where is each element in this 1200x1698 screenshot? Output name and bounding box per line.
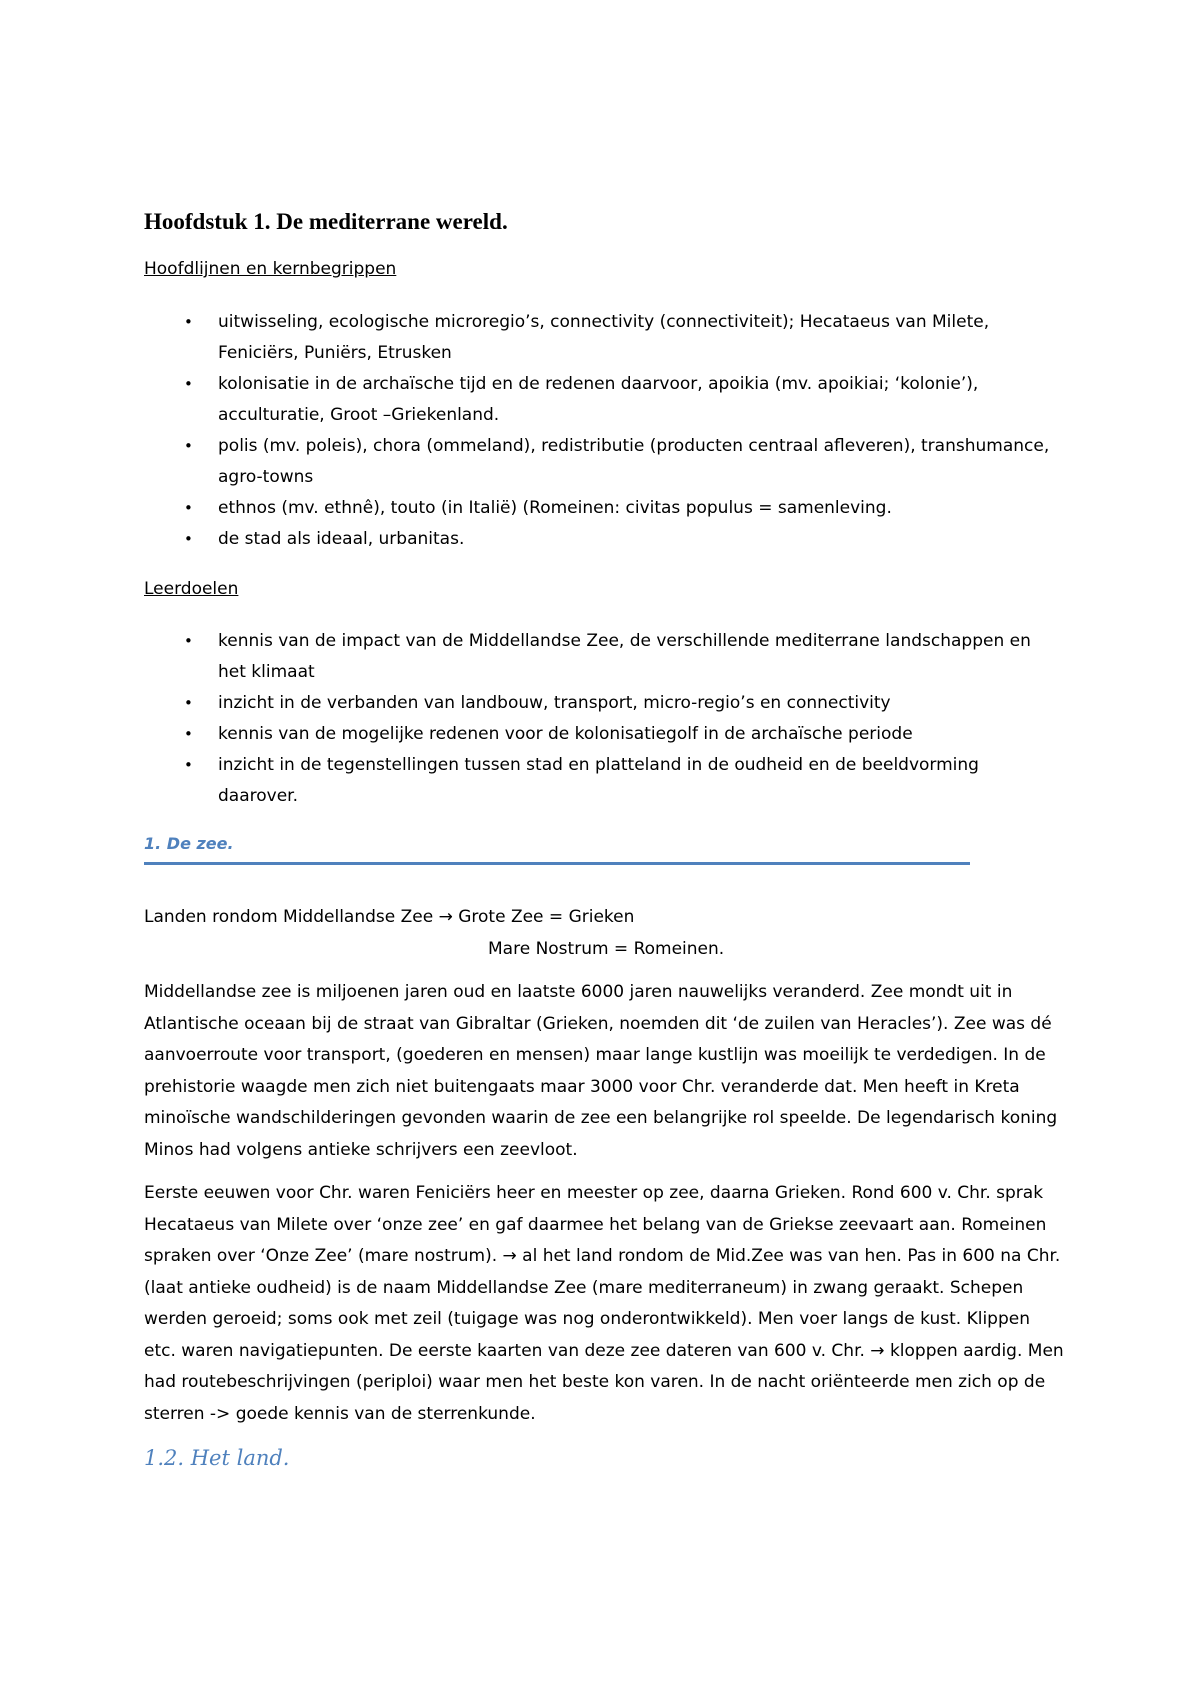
list-item: • ethnos (mv. ethnê), touto (in Italië) (Romeinen: civitas populus = samenleving. xyxy=(144,493,1063,524)
kernbegrippen-heading: Hoofdlijnen en kernbegrippen xyxy=(144,259,397,279)
section-heading-het-land: 1.2. Het land. xyxy=(144,1446,290,1470)
leerdoelen-heading: Leerdoelen xyxy=(144,579,239,599)
list-item: • kennis van de mogelijke redenen voor de kolonisatiegolf in de archaïsche periode xyxy=(144,719,1063,750)
bullet-icon: • xyxy=(184,313,193,331)
kernbegrippen-list xyxy=(144,307,1064,555)
list-item: • de stad als ideaal, urbanitas. xyxy=(144,524,1063,555)
mare-nostrum-line: Mare Nostrum = Romeinen. xyxy=(488,938,725,959)
list-item: • polis (mv. poleis), chora (ommeland), redistributie (producten centraal afleveren), transhumance, agro-towns xyxy=(144,431,1063,493)
landen-line: Landen rondom Middellandse Zee → Grote Zee = Grieken xyxy=(144,907,635,927)
bullet-icon: • xyxy=(184,632,193,650)
leerdoelen-list xyxy=(144,626,1064,812)
bullet-icon: • xyxy=(184,530,193,548)
list-item: • uitwisseling, ecologische microregio’s, connectivity (connectiviteit); Hecataeus van Milete, Feniciërs, Puniërs, Etrusken xyxy=(144,307,1063,369)
bullet-icon: • xyxy=(184,694,193,712)
list-item: • kennis van de impact van de Middellandse Zee, de verschillende mediterrane landschappen en het klimaat xyxy=(144,626,1063,688)
section-heading-de-zee: 1. De zee. xyxy=(144,834,234,853)
bullet-icon: • xyxy=(184,499,193,517)
bullet-icon: • xyxy=(184,756,193,774)
bullet-icon: • xyxy=(184,437,193,455)
document-page xyxy=(144,208,1064,1473)
list-item: • kolonisatie in de archaïsche tijd en de redenen daarvoor, apoikia (mv. apoikiai; ‘kolonie’), acculturatie, Groot –Griekenland. xyxy=(144,369,1063,431)
bullet-icon: • xyxy=(184,725,193,743)
paragraph-eerste-eeuwen: Eerste eeuwen voor Chr. waren Feniciërs heer en meester op zee, daarna Grieken. Rond 600 v. Chr. sprak Hecataeus van Milete over ‘onze zee’ en gaf daarmee het belang van de Griekse zeevaart aan. Romeinen spraken over ‘Onze Zee’ (mare nostrum). → al het land rondom de Mid.Zee was van hen. Pas in 600 na Chr. (laat antieke oudheid) is de naam Middellandse Zee (mare mediterraneum) in zwang geraakt. Schepen werden geroeid; soms ook met zeil (tuigage was nog onderontwikkeld). Men voer langs de kust. Klippen etc. waren navigatiepunten. De eerste kaarten van deze zee dateren van 600 v. Chr. → kloppen aardig. Men had routebeschrijvingen (periploi) waar men het beste kon varen. In de nacht oriënteerde men zich op de sterren -> goede kennis van de sterrenkunde. xyxy=(144,1183,1064,1424)
bullet-icon: • xyxy=(184,375,193,393)
chapter-title: Hoofdstuk 1. De mediterrane wereld. xyxy=(144,209,508,234)
list-item: • inzicht in de tegenstellingen tussen stad en platteland in de oudheid en de beeldvorming daarover. xyxy=(144,750,1063,812)
paragraph-middellandse-zee: Middellandse zee is miljoenen jaren oud en laatste 6000 jaren nauwelijks veranderd. Zee mondt uit in Atlantische oceaan bij de straat van Gibraltar (Grieken, noemden dit ‘de zuilen van Heracles’). Zee was dé aanvoerroute voor transport, (goederen en mensen) maar lange kustlijn was moeilijk te verdedigen. In de prehistorie waagde men zich niet buitengaats maar 3000 voor Chr. veranderde dat. Men heeft in Kreta minoïsche wandschilderingen gevonden waarin de zee een belangrijke rol speelde. De legendarisch koning Minos had volgens antieke schrijvers een zeevloot. xyxy=(144,982,1058,1160)
list-item: • inzicht in de verbanden van landbouw, transport, micro-regio’s en connectivity xyxy=(144,688,1063,719)
section-divider xyxy=(144,862,970,865)
